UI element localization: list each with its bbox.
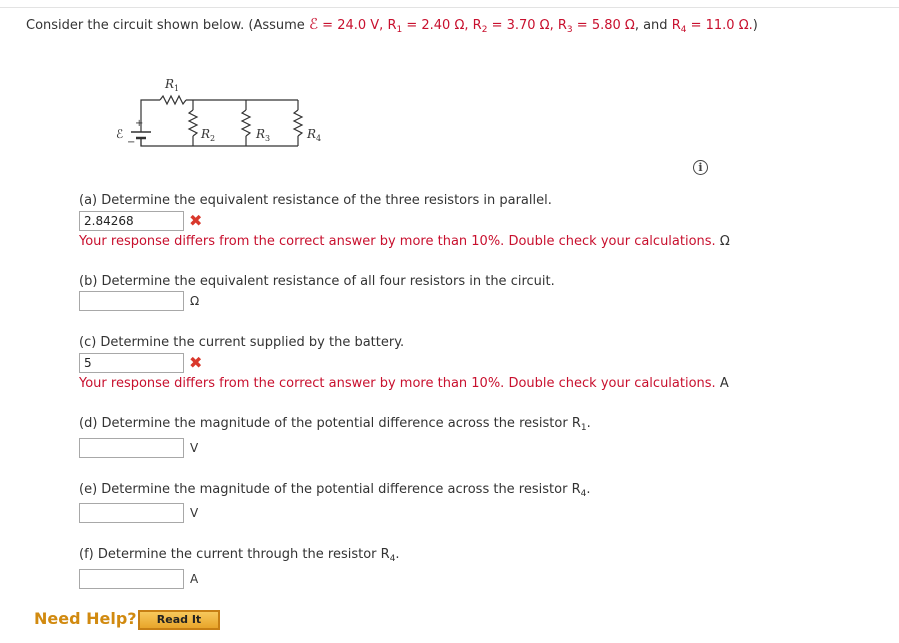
question-d-end: .: [586, 416, 591, 431]
r3-zigzag: [242, 110, 250, 136]
given-values-r4: [672, 18, 753, 33]
r3-sub: 3: [566, 25, 573, 35]
unit-e: V: [190, 506, 199, 520]
r1-sub: 1: [396, 25, 403, 35]
question-f-text: (f) Determine the current through the resistor: [79, 547, 381, 562]
need-help-label: Need Help?: [34, 609, 137, 628]
problem-intro: Consider the circuit shown below. (Assume: [26, 18, 309, 33]
answer-e-input[interactable]: [79, 503, 184, 523]
answer-c-input[interactable]: [79, 353, 184, 373]
r4-value: = 11.0 Ω.: [686, 18, 753, 33]
r4-label: R: [671, 18, 681, 33]
unit-c: A: [719, 376, 729, 391]
question-f-resistor: R: [380, 547, 390, 562]
question-f: [79, 547, 400, 564]
answer-a-input[interactable]: [79, 211, 184, 231]
read-it-button[interactable]: Read It: [138, 610, 220, 630]
r3-label: R: [557, 18, 567, 33]
r4-zigzag: [294, 110, 302, 136]
feedback-a-text: Your response differs from the correct answer by more than 10%. Double check your calculations.: [79, 234, 716, 249]
question-c: (c) Determine the current supplied by the battery.: [79, 335, 405, 350]
r4-sub: 4: [680, 25, 687, 35]
question-a: (a) Determine the equivalent resistance of the three resistors in parallel.: [79, 193, 552, 208]
given-values: [308, 15, 635, 35]
circuit-diagram: [110, 72, 330, 157]
emf-symbol: ℰ: [308, 15, 319, 33]
unit-b: Ω: [190, 294, 200, 308]
r1-circuit-label: $R_1$: [165, 77, 180, 93]
question-e: [79, 482, 590, 499]
r1-zigzag: [160, 96, 186, 104]
r2-sub: 2: [481, 25, 488, 35]
r2-label: R: [472, 18, 482, 33]
r2-value: = 3.70 Ω,: [487, 18, 558, 33]
battery-plus: +: [135, 118, 144, 129]
r3-value: = 5.80 Ω: [572, 18, 635, 33]
answer-b-input[interactable]: [79, 291, 184, 311]
feedback-a: [79, 234, 730, 249]
r1-value: = 2.40 Ω,: [402, 18, 473, 33]
question-d: [79, 416, 591, 433]
question-f-end: .: [395, 547, 400, 562]
r2-zigzag: [189, 110, 197, 136]
r1-label: R: [387, 18, 397, 33]
unit-d: V: [190, 441, 199, 455]
top-divider: [0, 7, 899, 8]
emf-label: ℰ: [116, 127, 124, 141]
question-f-sub: 4: [389, 554, 396, 564]
question-e-sub: 4: [580, 489, 587, 499]
emf-value: = 24.0 V,: [318, 18, 388, 33]
r3-circuit-label: $R_3$: [256, 127, 271, 143]
problem-statement: [26, 15, 758, 35]
x-mark-icon: ✖: [189, 353, 203, 372]
question-e-end: .: [586, 482, 591, 497]
question-d-resistor: R: [571, 416, 581, 431]
question-d-text: (d) Determine the magnitude of the potential difference across the resistor: [79, 416, 572, 431]
unit-f: A: [190, 572, 199, 586]
question-e-text: (e) Determine the magnitude of the potential difference across the resistor: [79, 482, 572, 497]
question-d-sub: 1: [580, 423, 587, 433]
r4-circuit-label: $R_4$: [307, 127, 322, 143]
answer-d-input[interactable]: [79, 438, 184, 458]
feedback-c-text: Your response differs from the correct answer by more than 10%. Double check your calculations.: [79, 376, 716, 391]
unit-a: Ω: [719, 234, 730, 249]
battery-minus: −: [127, 137, 136, 148]
answer-f-input[interactable]: [79, 569, 184, 589]
problem-outro: ): [752, 18, 758, 33]
question-e-resistor: R: [571, 482, 581, 497]
question-b: (b) Determine the equivalent resistance of all four resistors in the circuit.: [79, 274, 555, 289]
info-icon[interactable]: i: [693, 160, 708, 175]
r2-circuit-label: $R_2$: [201, 127, 216, 143]
feedback-c: [79, 376, 729, 391]
and-text: , and: [634, 18, 672, 33]
x-mark-icon: ✖: [189, 211, 203, 230]
